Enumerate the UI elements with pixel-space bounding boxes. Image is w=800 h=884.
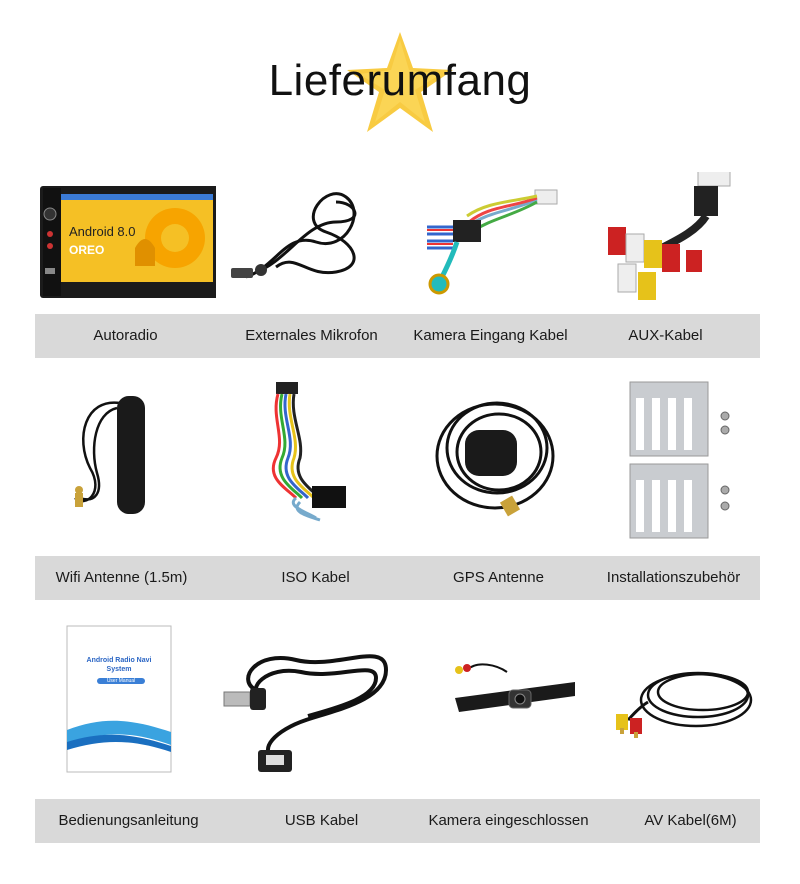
item-label-aux: AUX-Kabel bbox=[628, 327, 703, 344]
item-label-autoradio: Autoradio bbox=[93, 327, 158, 344]
gps-antenna-icon bbox=[397, 378, 578, 553]
manual-title-line1: Android Radio Navi bbox=[86, 657, 152, 664]
item-label-wifi: Wifi Antenne (1.5m) bbox=[55, 569, 188, 586]
manual-badge: User Manual bbox=[106, 678, 136, 684]
item-label-kamera-eingang: Kamera Eingang Kabel bbox=[413, 327, 568, 344]
manual-title-line2: System bbox=[106, 666, 132, 673]
item-label-manual: Bedienungsanleitung bbox=[58, 812, 199, 829]
item-label-usb: USB Kabel bbox=[284, 812, 359, 829]
user-manual-icon bbox=[35, 620, 216, 795]
rear-camera-icon bbox=[397, 620, 578, 795]
usb-cable-icon bbox=[216, 620, 397, 795]
header bbox=[0, 0, 800, 150]
radio-screen-line2: OREO bbox=[69, 243, 105, 257]
label-band bbox=[35, 314, 760, 358]
aux-cable-icon bbox=[578, 172, 759, 312]
wifi-antenna-icon bbox=[35, 378, 216, 553]
item-label-gps: GPS Antenne bbox=[453, 569, 544, 586]
mounting-bracket-icon bbox=[578, 378, 759, 553]
item-label-installation: Installationszubehör bbox=[606, 569, 741, 586]
label-band bbox=[35, 556, 760, 600]
item-label-iso: ISO Kabel bbox=[281, 569, 350, 586]
radio-screen-line1: Android 8.0 bbox=[69, 224, 136, 239]
page-title: Lieferumfang bbox=[268, 56, 532, 105]
item-label-av: AV Kabel(6M) bbox=[644, 812, 737, 829]
label-band bbox=[35, 799, 760, 843]
iso-cable-icon bbox=[216, 378, 397, 553]
item-label-mikrofon: Externales Mikrofon bbox=[245, 327, 378, 344]
camera-input-cable-icon bbox=[397, 172, 578, 312]
microphone-cable-icon bbox=[216, 172, 397, 312]
car-radio-icon bbox=[35, 172, 216, 312]
av-cable-icon bbox=[578, 620, 759, 795]
item-label-camera: Kamera eingeschlossen bbox=[428, 812, 589, 829]
